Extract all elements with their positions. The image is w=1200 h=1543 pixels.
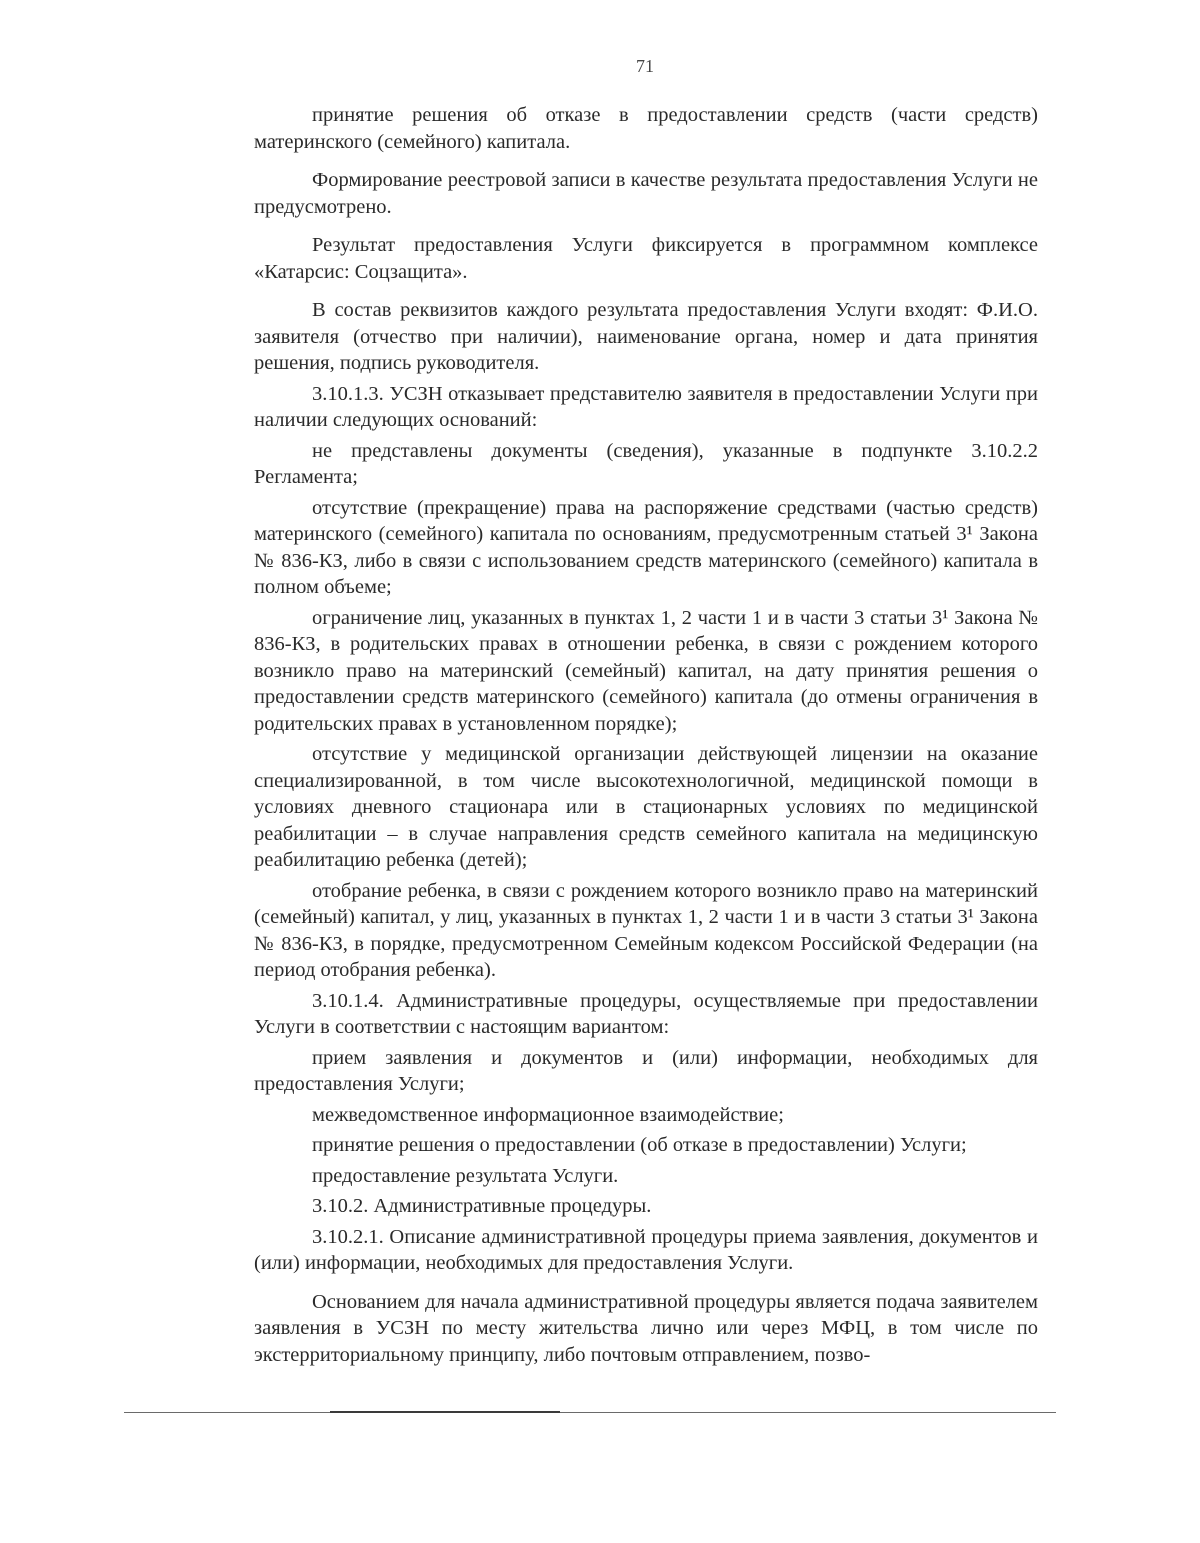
paragraph: отсутствие (прекращение) права на распоряжение средствами (частью средств) материнского (семейного) капитала по основаниям, предусмотренным статьей 3¹ Закона № 836-КЗ, либо в связи с использованием средств материнского (семейного) капитала в полном объеме; — [254, 496, 1038, 598]
paragraph: не представлены документы (сведения), указанные в подпункте 3.10.2.2 Регламента; — [254, 439, 1038, 488]
paragraph: принятие решения об отказе в предоставлении средств (части средств) материнского (семейного) капитала. — [254, 104, 1038, 153]
paragraph: межведомственное информационное взаимодействие; — [312, 1103, 784, 1126]
footer-rule — [124, 1412, 1056, 1413]
paragraph: Основанием для начала административной процедуры является подача заявителем заявления в УСЗН по месту жительства лично или через МФЦ, в том числе по экстерриториальному принципу, либо почтовым отправлением, позво- — [254, 1290, 1038, 1366]
paragraph: Результат предоставления Услуги фиксируется в программном комплексе «Катарсис: Соцзащита». — [254, 234, 1038, 283]
footer-rule-accent — [330, 1411, 560, 1413]
paragraph: прием заявления и документов и (или) информации, необходимых для предоставления Услуги; — [254, 1046, 1038, 1095]
paragraph: 3.10.1.3. УСЗН отказывает представителю заявителя в предоставлении Услуги при наличии следующих оснований: — [254, 382, 1038, 431]
paragraph: 3.10.1.4. Административные процедуры, осуществляемые при предоставлении Услуги в соответствии с настоящим вариантом: — [254, 989, 1038, 1038]
paragraph: Формирование реестровой записи в качестве результата предоставления Услуги не предусмотрено. — [254, 169, 1038, 218]
page-number: 71 — [636, 56, 654, 76]
paragraph: предоставление результата Услуги. — [312, 1164, 619, 1187]
document-body — [254, 102, 1038, 1372]
paragraph: принятие решения о предоставлении (об отказе в предоставлении) Услуги; — [312, 1134, 967, 1156]
paragraph: 3.10.2. Административные процедуры. — [312, 1195, 652, 1217]
paragraph: В состав реквизитов каждого результата предоставления Услуги входят: Ф.И.О. заявителя (отчество при наличии), наименование органа, номер и дата принятия решения, подпись руководителя. — [254, 299, 1038, 374]
paragraph: 3.10.2.1. Описание административной процедуры приема заявления, документов и (или) информации, необходимых для предоставления Услуги. — [254, 1225, 1038, 1274]
paragraph: отсутствие у медицинской организации действующей лицензии на оказание специализированной, в том числе высокотехнологичной, медицинской помощи в условиях дневного стационара или в стационарных условиях по медицинской реабилитации – в случае направления средств семейного капитала на медицинскую реабилитацию ребенка (детей); — [254, 743, 1038, 871]
paragraph: отобрание ребенка, в связи с рождением которого возникло право на материнский (семейный) капитал, у лиц, указанных в пунктах 1, 2 части 1 и в части 3 статьи 3¹ Закона № 836-КЗ, в порядке, предусмотренном Семейным кодексом Российской Федерации (на период отобрания ребенка). — [254, 879, 1038, 981]
paragraph: ограничение лиц, указанных в пунктах 1, 2 части 1 и в части 3 статьи 3¹ Закона № 836-КЗ, в родительских правах в отношении ребенка, в связи с рождением которого возникло право на материнский (семейный) капитал, на дату принятия решения о предоставлении средств материнского (семейного) капитала (до отмены ограничения в родительских правах в установленном порядке); — [254, 606, 1038, 735]
